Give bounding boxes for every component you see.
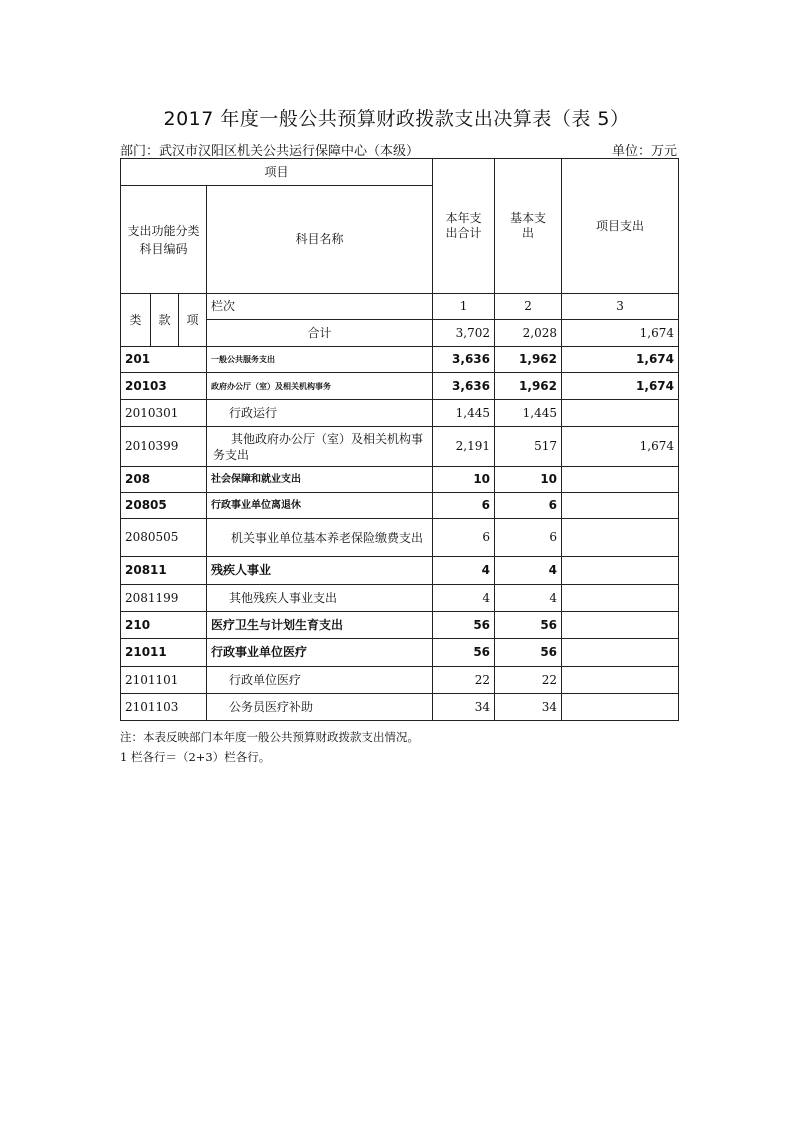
total-value: 3,702	[433, 320, 495, 347]
row-basic: 22	[495, 667, 562, 694]
table-row	[121, 373, 679, 400]
header-func-code: 支出功能分类科目编码	[121, 186, 207, 294]
header-col-project: 项目支出	[562, 159, 679, 294]
note-line-2: 1 栏各行＝（2+3）栏各行。	[120, 750, 271, 764]
table-row	[121, 612, 679, 639]
unit-label: 单位：万元	[611, 144, 677, 159]
col-number-3: 3	[562, 294, 679, 320]
row-total: 3,636	[433, 373, 495, 400]
row-name: 其他政府办公厅（室）及相关机构事务支出	[207, 427, 433, 467]
row-total: 4	[433, 585, 495, 612]
table-row	[121, 467, 679, 493]
row-basic: 56	[495, 612, 562, 639]
row-name: 一般公共服务支出	[207, 347, 433, 373]
row-project	[562, 667, 679, 694]
row-project: 1,674	[562, 427, 679, 467]
header-lei: 类	[121, 294, 151, 347]
row-name: 行政运行	[207, 400, 433, 427]
row-total: 2,191	[433, 427, 495, 467]
row-project	[562, 612, 679, 639]
row-basic: 6	[495, 519, 562, 557]
header-col-basic: 基本支出	[495, 159, 562, 294]
row-basic: 1,445	[495, 400, 562, 427]
table-row	[121, 400, 679, 427]
department-label: 部门：武汉市汉阳区机关公共运行保障中心（本级）	[120, 144, 420, 159]
row-total: 6	[433, 519, 495, 557]
row-code: 20805	[121, 493, 207, 519]
header-item: 项目	[121, 159, 433, 186]
row-code: 2101103	[121, 694, 207, 721]
row-basic: 4	[495, 585, 562, 612]
table-row	[121, 694, 679, 721]
row-basic: 6	[495, 493, 562, 519]
total-label: 合计	[207, 320, 433, 347]
header-col-total: 本年支出合计	[433, 159, 495, 294]
row-name: 政府办公厅（室）及相关机构事务	[207, 373, 433, 400]
page-title: 2017 年度一般公共预算财政拨款支出决算表（表 5）	[163, 108, 630, 130]
row-project	[562, 467, 679, 493]
row-total: 22	[433, 667, 495, 694]
row-total: 3,636	[433, 347, 495, 373]
row-code: 20103	[121, 373, 207, 400]
table-row	[121, 585, 679, 612]
row-name: 其他残疾人事业支出	[207, 585, 433, 612]
row-name: 公务员医疗补助	[207, 694, 433, 721]
row-project	[562, 639, 679, 667]
row-basic: 1,962	[495, 373, 562, 400]
row-total: 1,445	[433, 400, 495, 427]
row-project: 1,674	[562, 347, 679, 373]
row-name: 机关事业单位基本养老保险缴费支出	[207, 519, 433, 557]
note-line-1: 注：本表反映部门本年度一般公共预算财政拨款支出情况。	[120, 730, 419, 744]
row-total: 34	[433, 694, 495, 721]
row-name: 医疗卫生与计划生育支出	[207, 612, 433, 639]
table-row	[121, 493, 679, 519]
row-code: 21011	[121, 639, 207, 667]
table-row	[121, 667, 679, 694]
header-kuan: 款	[151, 294, 179, 347]
row-code: 20811	[121, 557, 207, 585]
header-lanci: 栏次	[207, 294, 433, 320]
row-code: 201	[121, 347, 207, 373]
row-project	[562, 519, 679, 557]
row-code: 208	[121, 467, 207, 493]
row-code: 2010399	[121, 427, 207, 467]
budget-table	[120, 158, 679, 721]
table-row	[121, 557, 679, 585]
table-row	[121, 519, 679, 557]
row-basic: 4	[495, 557, 562, 585]
row-total: 56	[433, 639, 495, 667]
row-code: 2080505	[121, 519, 207, 557]
row-project	[562, 585, 679, 612]
table-row	[121, 347, 679, 373]
row-name: 行政事业单位医疗	[207, 639, 433, 667]
col-number-1: 1	[433, 294, 495, 320]
row-basic: 34	[495, 694, 562, 721]
row-code: 210	[121, 612, 207, 639]
header-subject-name: 科目名称	[207, 186, 433, 294]
basic-value: 2,028	[495, 320, 562, 347]
row-code: 2010301	[121, 400, 207, 427]
project-value: 1,674	[562, 320, 679, 347]
row-name: 行政事业单位离退休	[207, 493, 433, 519]
header-xiang: 项	[179, 294, 207, 347]
row-basic: 1,962	[495, 347, 562, 373]
row-name: 残疾人事业	[207, 557, 433, 585]
col-number-2: 2	[495, 294, 562, 320]
row-project	[562, 694, 679, 721]
row-basic: 517	[495, 427, 562, 467]
row-name: 行政单位医疗	[207, 667, 433, 694]
row-total: 10	[433, 467, 495, 493]
row-project	[562, 493, 679, 519]
row-total: 56	[433, 612, 495, 639]
row-name: 社会保障和就业支出	[207, 467, 433, 493]
row-basic: 10	[495, 467, 562, 493]
row-project: 1,674	[562, 373, 679, 400]
table-row	[121, 639, 679, 667]
row-basic: 56	[495, 639, 562, 667]
row-total: 6	[433, 493, 495, 519]
row-project	[562, 400, 679, 427]
row-total: 4	[433, 557, 495, 585]
row-project	[562, 557, 679, 585]
row-code: 2101101	[121, 667, 207, 694]
row-code: 2081199	[121, 585, 207, 612]
table-row	[121, 427, 679, 467]
